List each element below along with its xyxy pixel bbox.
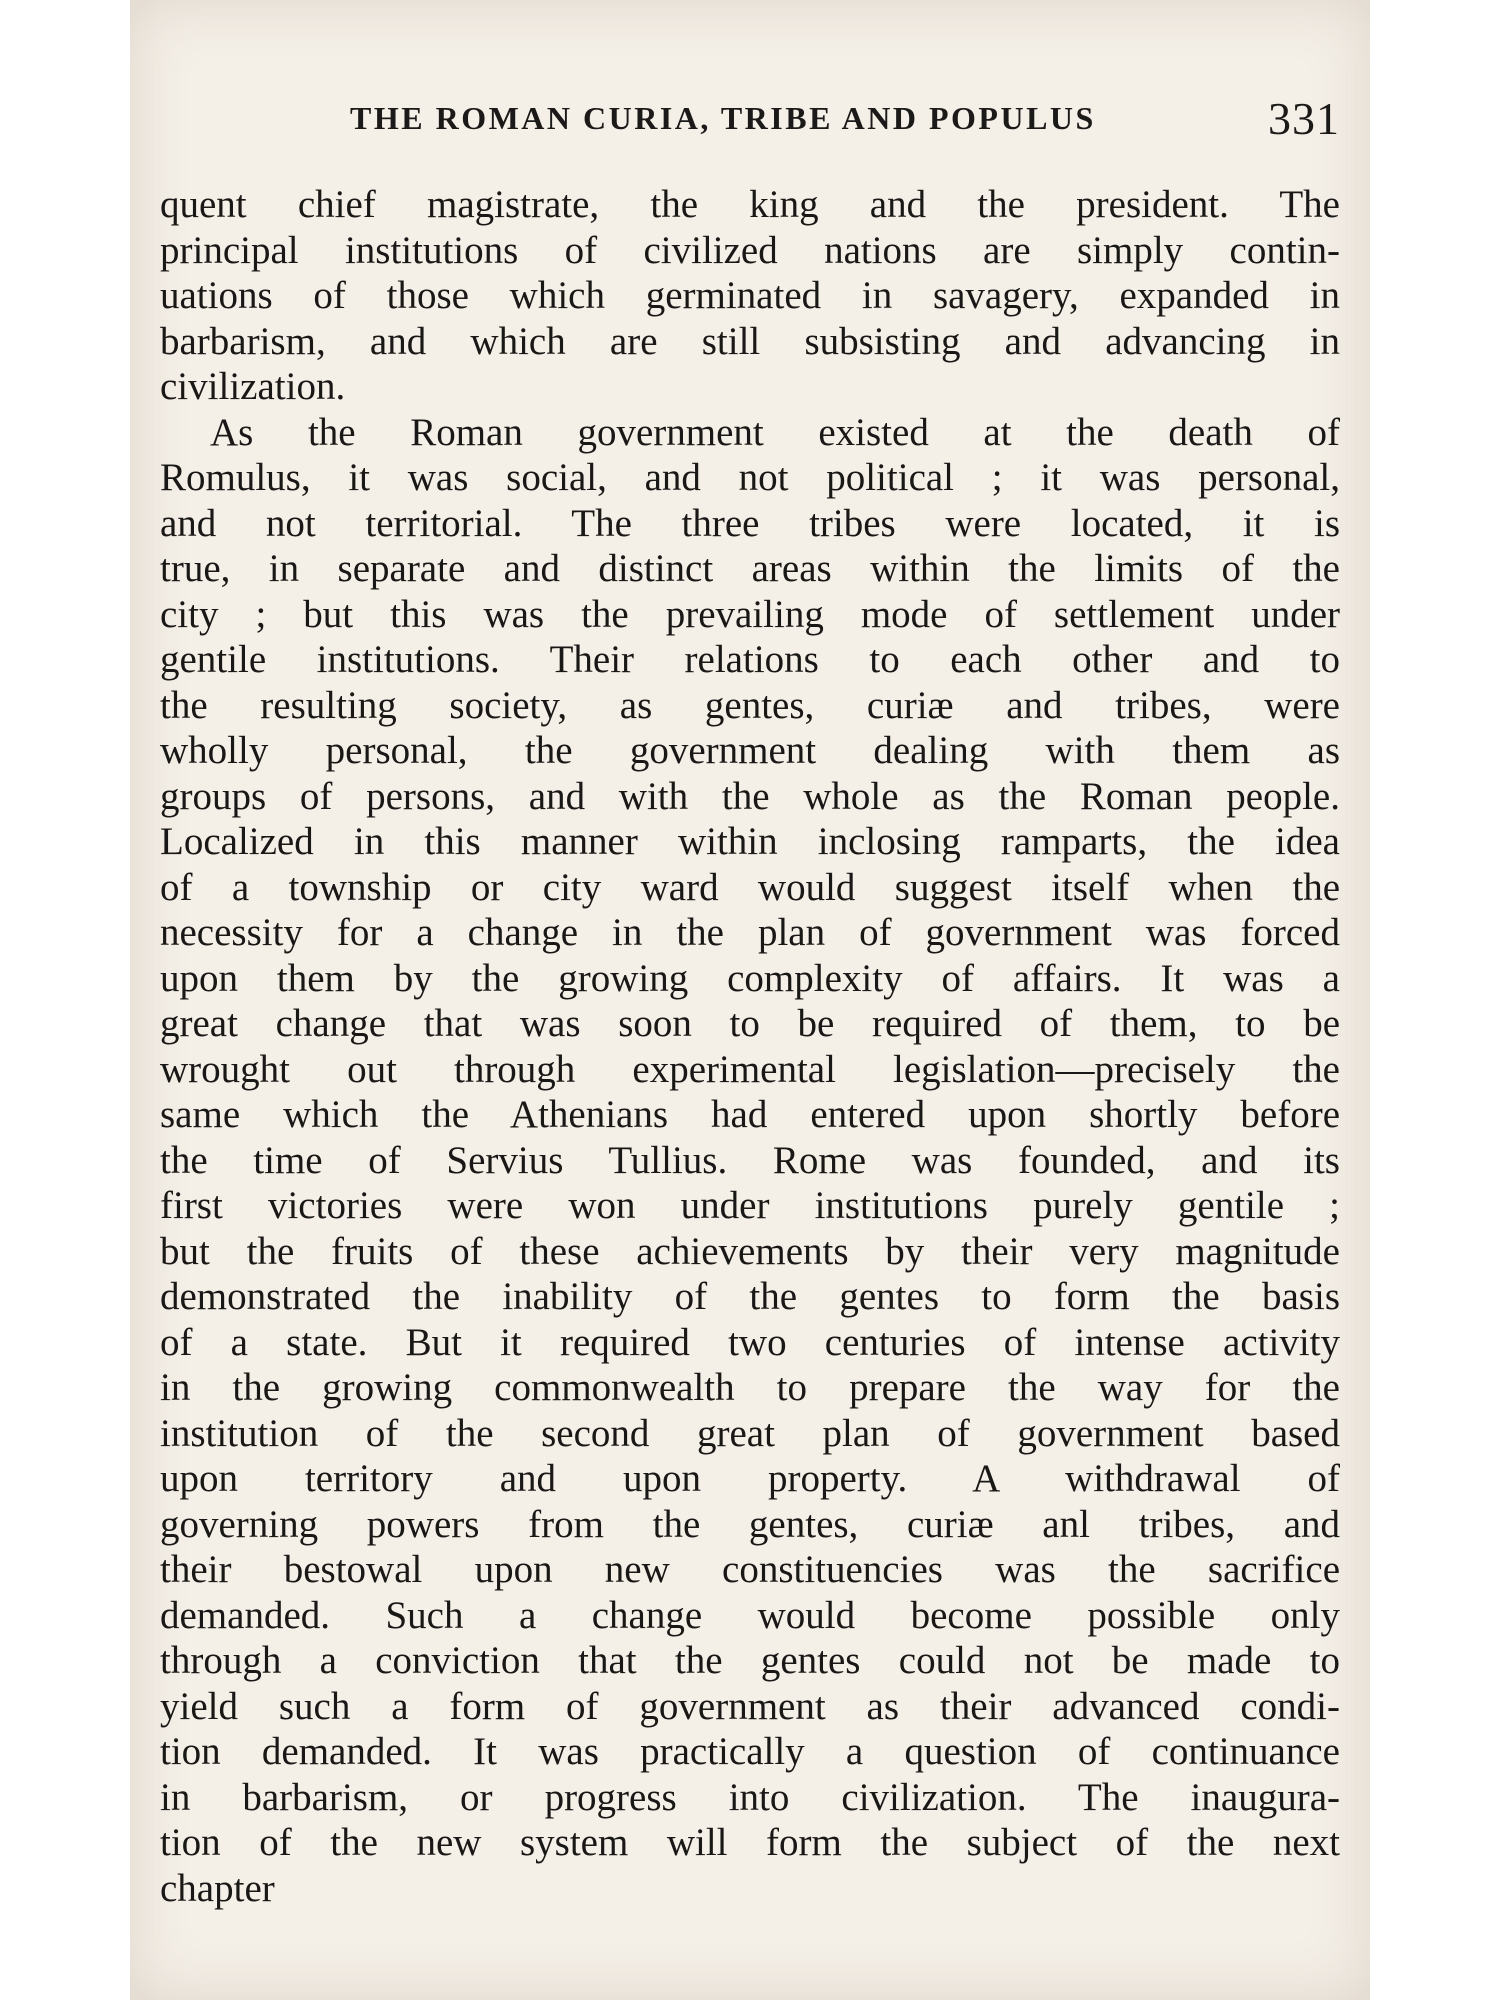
text-line: Romulus, it was social, and not political ; it was personal,	[160, 456, 1340, 499]
text-line: As the Roman government existed at the death of	[210, 410, 1340, 454]
text-line: uations of those which germinated in savagery, expanded in	[160, 274, 1340, 317]
text-line: the time of Servius Tullius. Rome was founded, and its	[160, 1138, 1340, 1182]
text-line: in barbarism, or progress into civilization. The inaugura-	[160, 1775, 1340, 1819]
text-line: wholly personal, the government dealing with them as	[160, 729, 1340, 772]
text-line: tion demanded. It was practically a question of continuance	[160, 1730, 1340, 1773]
text-line: city ; but this was the prevailing mode of settlement under	[160, 592, 1340, 636]
text-line: institution of the second great plan of government based	[160, 1411, 1340, 1455]
text-line: principal institutions of civilized nations are simply contin-	[160, 228, 1340, 272]
text-line: upon territory and upon property. A withdrawal of	[160, 1457, 1340, 1500]
text-line: wrought out through experimental legislation—precisely the	[160, 1047, 1340, 1091]
running-head: THE ROMAN CURIA, TRIBE AND POPULUS	[350, 100, 1096, 136]
body-text	[160, 182, 1340, 1911]
text-line: of a state. But it required two centuries of intense activity	[160, 1320, 1340, 1364]
text-line: necessity for a change in the plan of government was forced	[160, 911, 1340, 954]
text-line: chapter	[160, 1866, 275, 1910]
text-line: gentile institutions. Their relations to each other and to	[160, 638, 1340, 681]
text-line: same which the Athenians had entered upon shortly before	[160, 1093, 1340, 1136]
text-line: their bestowal upon new constituencies was the sacrifice	[160, 1548, 1340, 1591]
text-line: the resulting society, as gentes, curiæ and tribes, were	[160, 683, 1340, 727]
text-line: quent chief magistrate, the king and the president. The	[160, 183, 1340, 226]
text-line: governing powers from the gentes, curiæ anl tribes, and	[160, 1502, 1340, 1546]
text-line: groups of persons, and with the whole as the Roman people.	[160, 774, 1340, 818]
text-line: tion of the new system will form the subject of the next	[160, 1821, 1340, 1864]
text-line: Localized in this manner within inclosing ramparts, the idea	[160, 820, 1340, 863]
text-line: but the fruits of these achievements by their very magnitude	[160, 1229, 1340, 1273]
text-line: upon them by the growing complexity of affairs. It was a	[160, 956, 1340, 1000]
text-line: and not territorial. The three tribes were located, it is	[160, 501, 1340, 545]
text-line: true, in separate and distinct areas within the limits of the	[160, 547, 1340, 590]
text-line: civilization.	[160, 365, 346, 408]
text-line: great change that was soon to be required of them, to be	[160, 1002, 1340, 1045]
page-number: 331	[1268, 93, 1340, 144]
text-line: demanded. Such a change would become possible only	[160, 1593, 1340, 1637]
text-line: in the growing commonwealth to prepare the way for the	[160, 1366, 1340, 1409]
page-header	[350, 92, 1340, 152]
text-line: through a conviction that the gentes could not be made to	[160, 1639, 1340, 1682]
text-line: of a township or city ward would suggest itself when the	[160, 865, 1340, 909]
text-line: first victories were won under institutions purely gentile ;	[160, 1184, 1340, 1227]
text-line: demonstrated the inability of the gentes to form the basis	[160, 1275, 1340, 1318]
text-line: yield such a form of government as their advanced condi-	[160, 1684, 1340, 1728]
text-line: barbarism, and which are still subsisting and advancing in	[160, 319, 1340, 363]
